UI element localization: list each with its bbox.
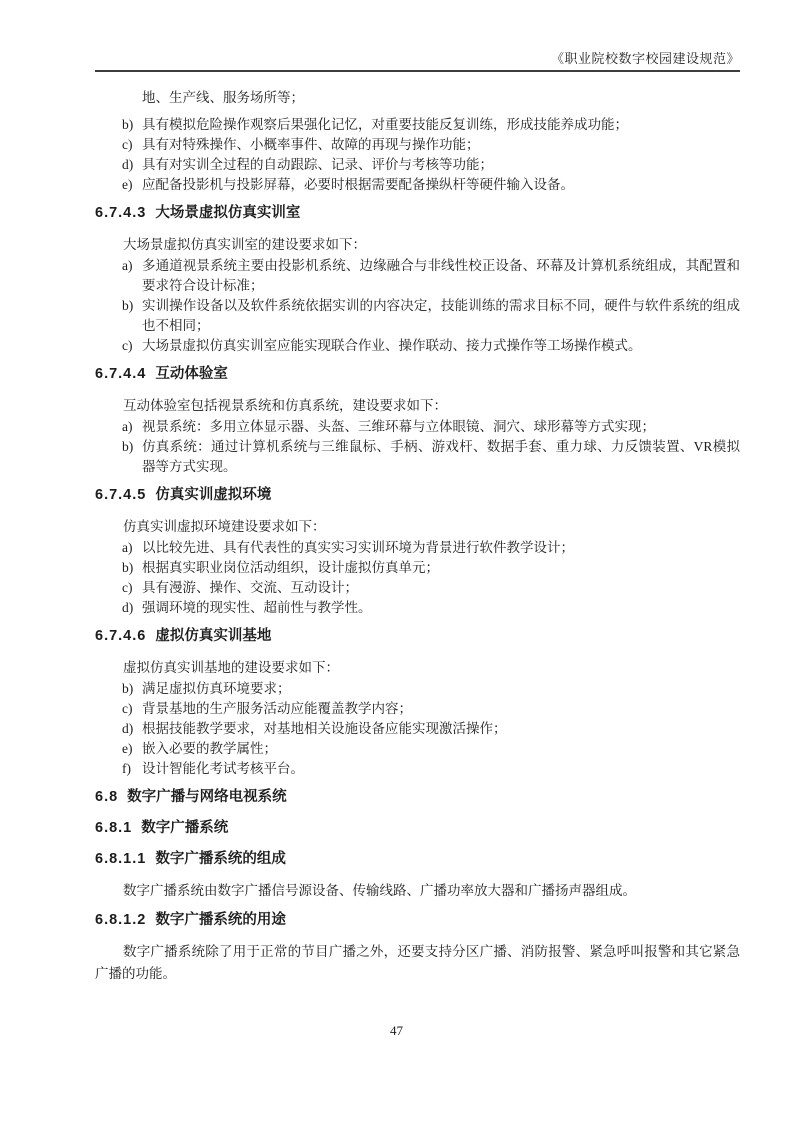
list-item-label: f) bbox=[122, 761, 131, 776]
heading-number: 6.8.1 bbox=[95, 820, 133, 836]
list-item bbox=[95, 739, 740, 759]
paragraph: 大场景虚拟仿真实训室的建设要求如下： bbox=[123, 237, 366, 252]
list-item-label: c) bbox=[122, 137, 133, 152]
list-item bbox=[95, 679, 740, 699]
list-item-label: d) bbox=[122, 721, 134, 736]
heading-title: 互动体验室 bbox=[155, 366, 228, 382]
heading-number: 6.8.1.2 bbox=[95, 912, 147, 928]
list-item bbox=[95, 296, 740, 336]
list-item-label: b) bbox=[122, 560, 134, 575]
page-number: 47 bbox=[390, 1023, 403, 1038]
list-item-label: d) bbox=[122, 157, 134, 172]
paragraph: 仿真实训虚拟环境建设要求如下： bbox=[123, 519, 326, 534]
list-item-label: c) bbox=[122, 701, 133, 716]
heading-number: 6.7.4.6 bbox=[95, 628, 147, 644]
list-item-text: 仿真系统：通过计算机系统与三维鼠标、手柄、游戏杆、数据手套、重力球、力反馈装置、VR模拟器等方式实现。 bbox=[142, 439, 740, 474]
list-item-text: 大场景虚拟仿真实训室应能实现联合作业、操作联动、接力式操作等工场操作模式。 bbox=[142, 338, 642, 353]
list-item bbox=[95, 598, 740, 618]
list-item-label: d) bbox=[122, 600, 134, 615]
list-item-text: 多通道视景系统主要由投影机系统、边缘融合与非线性校正设备、环幕及计算机系统组成，其配置和要求符合设计标准； bbox=[142, 258, 740, 293]
heading-title: 数字广播系统的组成 bbox=[155, 851, 286, 867]
list-item-text: 嵌入必要的教学属性； bbox=[142, 741, 277, 756]
list-item-label: b) bbox=[122, 681, 134, 696]
list-item-label: c) bbox=[122, 338, 133, 353]
list-item bbox=[95, 578, 740, 598]
section-heading bbox=[95, 364, 740, 385]
list-item-label: a) bbox=[122, 540, 133, 555]
heading-number: 6.7.4.3 bbox=[95, 205, 147, 221]
list-item-label: b) bbox=[122, 298, 134, 313]
heading-number: 6.7.4.4 bbox=[95, 366, 147, 382]
list-item bbox=[95, 437, 740, 477]
list-item-text: 设计智能化考试考核平台。 bbox=[142, 761, 304, 776]
list-item-text: 根据真实职业岗位活动组织，设计虚拟仿真单元； bbox=[142, 560, 439, 575]
list-item-label: e) bbox=[122, 177, 133, 192]
heading-title: 虚拟仿真实训基地 bbox=[155, 628, 272, 644]
list-item-text: 强调环境的现实性、超前性与教学性。 bbox=[142, 600, 372, 615]
list-item bbox=[95, 115, 740, 135]
heading-title: 大场景虚拟仿真实训室 bbox=[155, 205, 301, 221]
list-item-label: b) bbox=[122, 439, 134, 454]
list-item bbox=[95, 336, 740, 356]
heading-title: 数字广播与网络电视系统 bbox=[127, 789, 287, 805]
document-content bbox=[95, 88, 740, 985]
list-item bbox=[95, 759, 740, 779]
list-item-text: 具有对特殊操作、小概率事件、故障的再现与操作功能； bbox=[142, 137, 480, 152]
list-item-label: b) bbox=[122, 117, 134, 132]
section-heading bbox=[95, 626, 740, 647]
list-item-text: 根据技能教学要求，对基地相关设施设备应能实现激活操作； bbox=[142, 721, 507, 736]
list-item bbox=[95, 417, 740, 437]
list-item bbox=[95, 719, 740, 739]
list-item-label: c) bbox=[122, 580, 133, 595]
section-heading bbox=[95, 485, 740, 506]
list-item bbox=[95, 538, 740, 558]
list-item-label: a) bbox=[122, 258, 133, 273]
continuation-line: 地、生产线、服务场所等； bbox=[142, 90, 304, 105]
paragraph: 数字广播系统除了用于正常的节目广播之外，还要支持分区广播、消防报警、紧急呼叫报警和其它紧急广播的功能。 bbox=[95, 944, 740, 981]
heading-number: 6.8 bbox=[95, 789, 119, 805]
heading-number: 6.8.1.1 bbox=[95, 851, 147, 867]
list-item-label: a) bbox=[122, 419, 133, 434]
list-item bbox=[95, 155, 740, 175]
header-title: 《职业院校数字校园建设规范》 bbox=[550, 51, 740, 66]
list-item bbox=[95, 175, 740, 195]
list-item-text: 背景基地的生产服务活动应能覆盖教学内容； bbox=[142, 701, 412, 716]
list-item-text: 满足虚拟仿真环境要求； bbox=[142, 681, 291, 696]
list-item bbox=[95, 135, 740, 155]
paragraph: 数字广播系统由数字广播信号源设备、传输线路、广播功率放大器和广播扬声器组成。 bbox=[123, 883, 636, 898]
header-rule bbox=[95, 70, 740, 72]
list-item bbox=[95, 699, 740, 719]
heading-number: 6.7.4.5 bbox=[95, 487, 147, 503]
list-item-text: 具有漫游、操作、交流、互动设计； bbox=[142, 580, 358, 595]
list-item bbox=[95, 558, 740, 578]
list-item-text: 视景系统：多用立体显示器、头盔、三维环幕与立体眼镜、洞穴、球形幕等方式实现； bbox=[142, 419, 655, 434]
list-item-label: e) bbox=[122, 741, 133, 756]
heading-title: 数字广播系统的用途 bbox=[155, 912, 286, 928]
paragraph: 互动体验室包括视景系统和仿真系统，建设要求如下： bbox=[123, 398, 447, 413]
list-item-text: 以比较先进、具有代表性的真实实习实训环境为背景进行软件教学设计； bbox=[142, 540, 574, 555]
paragraph: 虚拟仿真实训基地的建设要求如下： bbox=[123, 660, 339, 675]
list-item bbox=[95, 256, 740, 296]
list-item-text: 具有对实训全过程的自动跟踪、记录、评价与考核等功能； bbox=[142, 157, 493, 172]
heading-title: 仿真实训虚拟环境 bbox=[155, 487, 272, 503]
list-item-text: 具有模拟危险操作观察后果强化记忆，对重要技能反复训练，形成技能养成功能； bbox=[142, 117, 628, 132]
section-heading bbox=[95, 818, 740, 839]
section-heading bbox=[95, 203, 740, 224]
section-heading bbox=[95, 787, 740, 808]
heading-title: 数字广播系统 bbox=[141, 820, 229, 836]
section-heading bbox=[95, 849, 740, 870]
section-heading bbox=[95, 910, 740, 931]
list-item-text: 应配备投影机与投影屏幕，必要时根据需要配备操纵杆等硬件输入设备。 bbox=[142, 177, 574, 192]
list-item-text: 实训操作设备以及软件系统依据实训的内容决定，技能训练的需求目标不同，硬件与软件系统的组成也不相同； bbox=[142, 298, 740, 333]
